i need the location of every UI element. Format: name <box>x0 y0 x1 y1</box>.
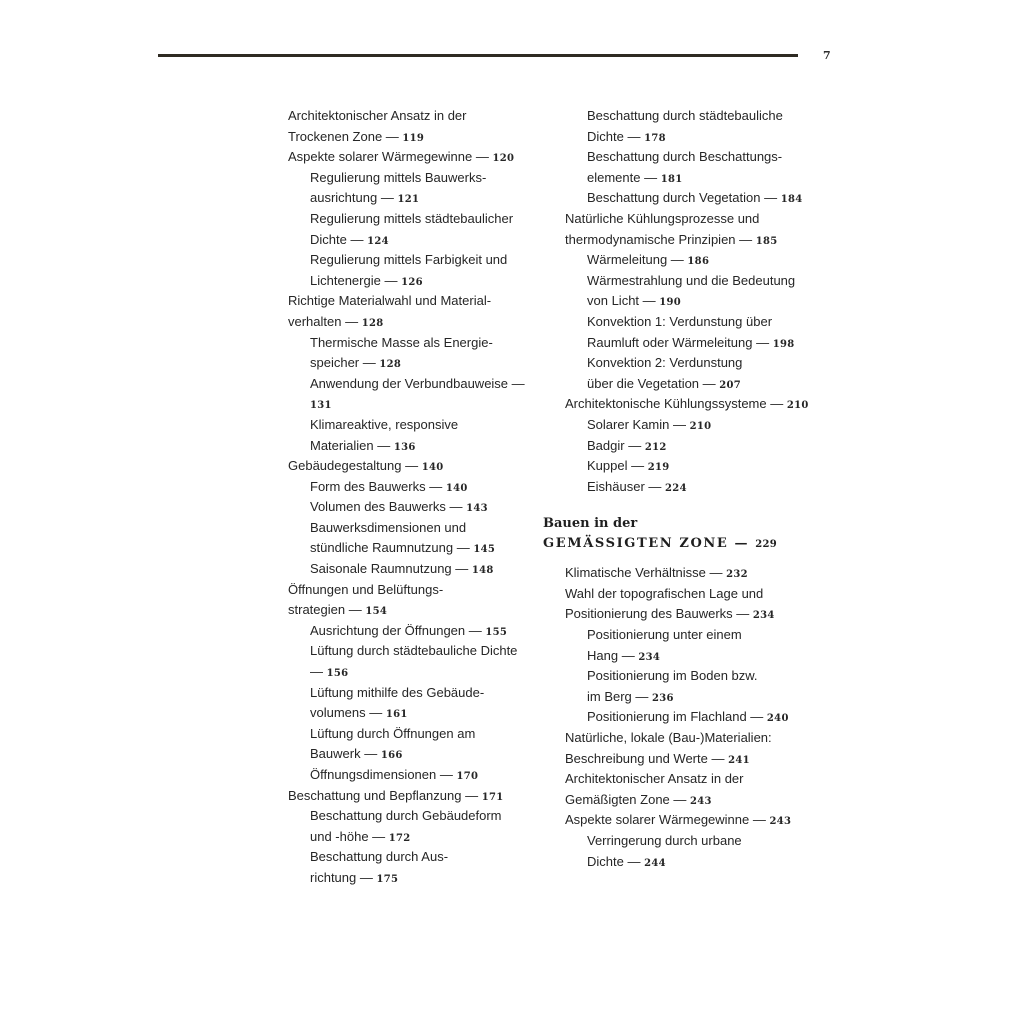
toc-entry <box>543 769 813 790</box>
toc-entry-text: Beschattung durch Aus- <box>310 849 449 865</box>
toc-entry-page: 243 <box>769 816 792 828</box>
toc-left-column <box>288 106 528 889</box>
toc-entry-text: stündliche Raumnutzung — <box>310 540 474 556</box>
toc-entry-page: 198 <box>772 338 795 350</box>
header-rule <box>158 54 798 57</box>
section-heading <box>543 514 813 554</box>
toc-entry-page: 143 <box>466 503 488 515</box>
toc-entry <box>543 625 813 646</box>
toc-right-top <box>543 106 813 497</box>
toc-entry <box>543 584 813 605</box>
toc-entry-page: 145 <box>473 544 496 556</box>
toc-entry <box>543 333 813 354</box>
toc-entry-page: 190 <box>659 297 682 309</box>
toc-entry-page: 212 <box>644 441 667 453</box>
toc-entry-page: 154 <box>365 606 388 618</box>
toc-entry <box>288 188 528 209</box>
toc-entry <box>543 749 813 770</box>
toc-entry-text: Wahl der topografischen Lage und <box>565 585 764 601</box>
toc-entry <box>543 209 813 230</box>
toc-entry <box>543 230 813 251</box>
toc-entry-page: 136 <box>393 441 416 453</box>
toc-entry-text: Beschattung durch städtebauliche <box>587 108 783 123</box>
toc-entry-text: Beschattung durch Vegetation — <box>587 190 781 206</box>
toc-entry-page: 124 <box>367 235 389 247</box>
toc-entry-text: Positionierung unter einem <box>587 627 742 643</box>
toc-entry <box>543 666 813 687</box>
toc-entry-text: Bauwerksdimensionen und <box>310 519 467 535</box>
toc-entry-page: 241 <box>728 754 750 766</box>
toc-entry-text: Eishäuser — <box>587 478 666 494</box>
toc-entry-text: strategien — <box>288 602 366 618</box>
toc-entry-text: Öffnungen und Belüftungs- <box>288 581 444 597</box>
toc-entry-text: Beschattung und Bepflanzung — <box>288 787 482 803</box>
toc-entry-page: 219 <box>647 462 670 474</box>
toc-entry <box>288 580 528 601</box>
toc-entry <box>543 810 813 831</box>
toc-entry <box>288 868 528 889</box>
toc-right-column <box>543 106 813 872</box>
toc-entry-page: 126 <box>401 276 423 288</box>
toc-entry-page: 161 <box>385 709 408 721</box>
toc-entry-text: Konvektion 2: Verdunstung <box>587 355 743 371</box>
toc-entry <box>543 394 813 415</box>
toc-entry-text: Trockenen Zone — <box>288 128 403 144</box>
toc-entry-page: 140 <box>445 482 468 494</box>
toc-entry-text: Saisonale Raumnutzung — <box>310 561 472 577</box>
toc-entry <box>543 271 813 292</box>
toc-entry-text: Ausrichtung der Öffnungen — <box>310 622 486 638</box>
toc-entry <box>288 456 528 477</box>
toc-entry-text: verhalten — <box>288 313 362 329</box>
toc-entry <box>543 250 813 271</box>
toc-entry-text: Regulierung mittels städtebaulicher <box>310 210 514 226</box>
toc-entry-text: Materialien — <box>310 437 394 453</box>
toc-entry <box>288 147 528 168</box>
section-heading-page: 229 <box>755 539 777 551</box>
toc-entry <box>288 415 528 436</box>
toc-entry <box>543 147 813 168</box>
toc-entry-text: Anwendung der Verbundbauweise — <box>310 375 525 391</box>
toc-entry-text: Positionierung im Flachland — <box>587 709 767 725</box>
toc-entry-text: Beschattung durch Beschattungs- <box>587 149 783 165</box>
toc-entry-page: 140 <box>421 462 444 474</box>
toc-entry-page: 186 <box>687 256 710 268</box>
toc-entry-text: über die Vegetation — <box>587 375 720 391</box>
toc-entry-text: Verringerung durch urbane <box>587 833 742 848</box>
toc-entry <box>288 703 528 724</box>
toc-entry <box>288 559 528 580</box>
toc-entry <box>543 353 813 374</box>
toc-entry <box>543 477 813 498</box>
toc-entry-page: 207 <box>719 379 742 391</box>
toc-entry-text: Beschattung durch Gebäudeform <box>310 808 502 824</box>
toc-entry <box>288 744 528 765</box>
page-number: 7 <box>823 49 831 62</box>
toc-entry-text: Lüftung durch Öffnungen am <box>310 725 476 741</box>
toc-entry <box>288 394 528 415</box>
toc-entry-text: von Licht — <box>587 293 660 309</box>
toc-entry-page: 171 <box>481 791 504 803</box>
toc-entry <box>288 786 528 807</box>
toc-entry-text: Volumen des Bauwerks — <box>310 499 467 515</box>
toc-entry <box>543 687 813 708</box>
toc-entry-text: Badgir — <box>587 437 645 453</box>
toc-entry <box>288 600 528 621</box>
section-heading-line2 <box>543 534 813 554</box>
toc-entry <box>543 728 813 749</box>
toc-entry-page: 131 <box>310 400 332 412</box>
toc-right-bottom <box>543 563 813 872</box>
section-spacer <box>543 554 813 563</box>
toc-entry-text: Wärmeleitung — <box>587 252 688 268</box>
toc-entry <box>543 168 813 189</box>
toc-entry-page: 185 <box>755 235 778 247</box>
toc-entry-text: Dichte — <box>587 853 645 869</box>
toc-entry-page: 170 <box>456 771 479 782</box>
toc-entry <box>543 456 813 477</box>
toc-entry-text: richtung — <box>310 869 377 885</box>
toc-entry <box>288 724 528 745</box>
toc-entry-text: Gebäudegestaltung — <box>288 458 422 474</box>
toc-entry-text: Klimatische Verhältnisse — <box>565 565 727 581</box>
toc-entry <box>543 852 813 873</box>
toc-entry-text: Dichte — <box>310 231 368 247</box>
toc-entry-text: Natürliche, lokale (Bau-)Materialien: <box>565 730 772 746</box>
toc-entry-text: Aspekte solarer Wärmegewinne — <box>565 812 770 828</box>
toc-entry <box>543 436 813 457</box>
toc-entry-page: 120 <box>492 153 515 165</box>
toc-entry <box>288 168 528 189</box>
toc-entry <box>288 271 528 292</box>
toc-entry-text: Regulierung mittels Farbigkeit und <box>310 252 508 268</box>
toc-entry-text: Lüftung durch städtebauliche Dichte <box>310 643 518 659</box>
toc-entry-text: Gemäßigten Zone — <box>565 791 690 807</box>
toc-entry <box>543 312 813 333</box>
toc-entry-page: 184 <box>780 194 803 206</box>
toc-entry-page: 224 <box>665 482 687 494</box>
toc-entry-page: 243 <box>690 795 712 807</box>
toc-entry-page: 156 <box>326 668 349 680</box>
toc-entry <box>543 790 813 811</box>
toc-entry <box>288 497 528 518</box>
toc-entry <box>543 291 813 312</box>
toc-entry-page: 232 <box>726 569 748 581</box>
toc-entry <box>288 621 528 642</box>
toc-entry-page: 119 <box>402 132 425 144</box>
toc-entry-text: Lüftung mithilfe des Gebäude- <box>310 684 485 700</box>
toc-entry-page: 121 <box>397 194 420 206</box>
toc-entry <box>288 765 528 786</box>
toc-entry-text: thermodynamische Prinzipien — <box>565 231 756 247</box>
toc-entry-text: Thermische Masse als Energie- <box>310 334 493 350</box>
section-heading-text: GEMÄSSIGTEN ZONE — <box>543 536 756 552</box>
toc-entry-page: 155 <box>485 626 508 638</box>
toc-entry-text: Solarer Kamin — <box>587 416 690 432</box>
toc-entry-text: Form des Bauwerks — <box>310 478 446 494</box>
toc-entry <box>288 436 528 457</box>
toc-entry-text: Beschreibung und Werte — <box>565 750 729 766</box>
toc-entry-text: Raumluft oder Wärmeleitung — <box>587 334 773 350</box>
toc-entry-text: Architektonische Kühlungssysteme — <box>565 396 787 412</box>
toc-entry-page: 172 <box>388 832 411 844</box>
toc-entry <box>543 831 813 852</box>
toc-entry-text: Aspekte solarer Wärmegewinne — <box>288 149 493 165</box>
toc-entry-text: und -höhe — <box>310 828 389 844</box>
toc-entry <box>543 127 813 148</box>
toc-entry <box>288 477 528 498</box>
toc-entry-page: 128 <box>379 359 402 371</box>
toc-entry-page: 178 <box>644 132 666 144</box>
toc-entry-page: 244 <box>644 857 666 869</box>
toc-entry <box>288 333 528 354</box>
toc-entry <box>288 250 528 271</box>
toc-entry-text: — <box>310 664 327 680</box>
toc-entry <box>288 827 528 848</box>
toc-entry <box>543 646 813 667</box>
toc-entry-text: Wärmestrahlung und die Bedeutung <box>587 272 796 288</box>
toc-entry-text: Richtige Materialwahl und Material- <box>288 293 492 309</box>
toc-entry-text: Dichte — <box>587 128 645 144</box>
toc-entry <box>288 847 528 868</box>
toc-entry <box>288 312 528 333</box>
toc-entry-text: Lichtenergie — <box>310 272 402 288</box>
toc-entry <box>288 806 528 827</box>
toc-entry <box>543 415 813 436</box>
toc-entry-page: 210 <box>786 400 809 412</box>
toc-entry <box>288 353 528 374</box>
toc-entry-text: Positionierung im Boden bzw. <box>587 668 758 684</box>
toc-entry-text: Konvektion 1: Verdunstung über <box>587 313 773 329</box>
toc-entry <box>288 538 528 559</box>
toc-entry <box>543 374 813 395</box>
toc-entry-text: speicher — <box>310 355 380 371</box>
toc-entry-text: Klimareaktive, responsive <box>310 416 459 432</box>
toc-entry-text: im Berg — <box>587 688 653 704</box>
toc-entry <box>288 641 528 662</box>
toc-entry <box>288 106 528 127</box>
toc-entry-text: volumens — <box>310 705 386 721</box>
toc-entry <box>543 106 813 127</box>
section-heading-line1: Bauen in der <box>543 516 638 532</box>
toc-entry-page: 166 <box>380 750 403 762</box>
toc-entry-text: Bauwerk — <box>310 746 381 762</box>
toc-entry <box>288 662 528 683</box>
toc-entry-text: Regulierung mittels Bauwerks- <box>310 169 487 185</box>
toc-entry-text: Hang — <box>587 647 639 663</box>
toc-entry-page: 234 <box>638 651 661 663</box>
toc-entry-page: 181 <box>660 173 683 185</box>
toc-entry-page: 175 <box>376 873 399 885</box>
toc-entry <box>543 563 813 584</box>
toc-entry <box>288 374 528 395</box>
toc-entry-page: 210 <box>689 420 712 432</box>
toc-entry-page: 148 <box>471 565 494 577</box>
toc-entry-text: Architektonischer Ansatz in der <box>565 771 744 787</box>
toc-entry <box>288 209 528 230</box>
section-spacer <box>543 497 813 514</box>
toc-entry-text: Kuppel — <box>587 458 648 474</box>
toc-entry-text: ausrichtung — <box>310 190 398 206</box>
toc-entry-page: 236 <box>652 692 674 704</box>
toc-entry <box>288 230 528 251</box>
toc-entry-text: Architektonischer Ansatz in der <box>288 108 467 123</box>
toc-entry <box>288 127 528 148</box>
toc-entry <box>543 707 813 728</box>
toc-entry-page: 234 <box>752 610 775 622</box>
toc-entry-page: 240 <box>766 713 789 725</box>
toc-entry <box>543 604 813 625</box>
toc-entry <box>288 291 528 312</box>
toc-entry-page: 128 <box>361 317 384 329</box>
toc-entry-text: Positionierung des Bauwerks — <box>565 606 753 622</box>
toc-entry <box>288 683 528 704</box>
toc-entry-text: Öffnungsdimensionen — <box>310 767 457 782</box>
toc-entry <box>543 188 813 209</box>
toc-entry <box>288 518 528 539</box>
toc-entry-text: elemente — <box>587 169 661 185</box>
toc-entry-text: Natürliche Kühlungsprozesse und <box>565 210 760 226</box>
